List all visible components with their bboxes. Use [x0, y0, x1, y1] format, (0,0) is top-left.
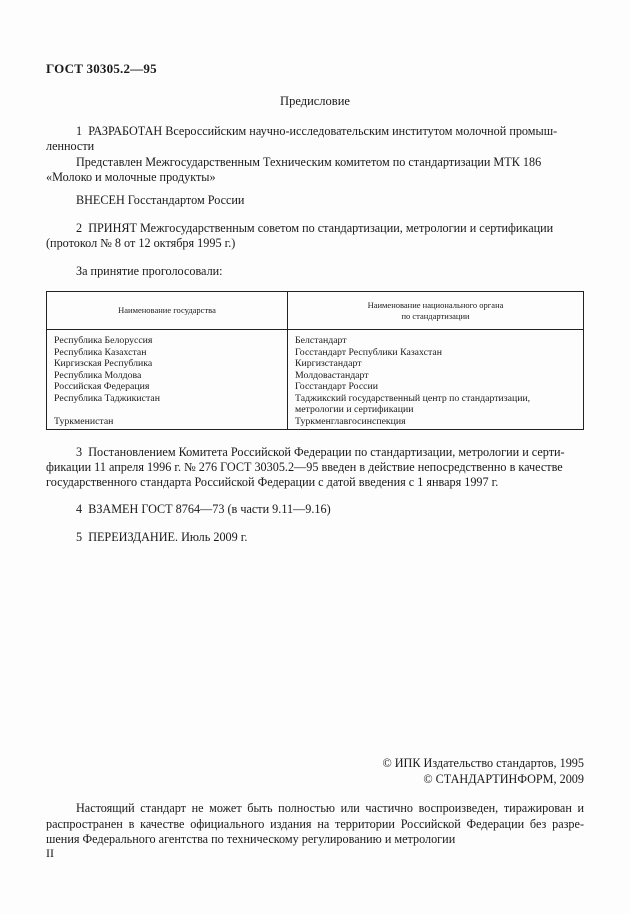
table-row: [47, 370, 584, 382]
state-cell: Киргизская Республика: [47, 358, 288, 370]
item-2-key: ПРИНЯТ: [88, 221, 137, 235]
body-cell: Белстандарт: [288, 330, 584, 347]
item-5-text: Июль 2009 г.: [181, 530, 248, 544]
item-4-number: 4: [76, 502, 83, 516]
col-header-state: Наименование государства: [47, 292, 288, 330]
state-cell: Туркменистан: [47, 416, 288, 430]
item-3-gost: ГОСТ 30305.2—95: [220, 460, 319, 474]
notice-paragraph: [46, 801, 584, 848]
copyright-1: © ИПК Издательство стандартов, 1995: [382, 756, 584, 770]
state-cell: Республика Белоруссия: [47, 330, 288, 347]
item-4-text: ГОСТ 8764—73 (в части 9.11—9.16): [141, 502, 331, 516]
body-cell: Киргизстандарт: [288, 358, 584, 370]
col-header-body-line-2: по стандартизации: [401, 310, 470, 321]
item-3-line-1: [76, 445, 565, 461]
col-header-body-line-1: Наименование национального органа: [367, 299, 504, 310]
notice-line-1: Настоящий стандарт не может быть полностью или частично воспроизведен, тиражирован и: [76, 801, 584, 815]
body-cell-line-2: метрологии и сертификации: [295, 404, 414, 415]
table-header-row: [47, 292, 584, 330]
voted-label: За принятие проголосовали:: [76, 264, 223, 278]
table-row: [47, 330, 584, 347]
introduced-key: ВНЕСЕН: [76, 193, 125, 207]
presented-line-1: Представлен Межгосударственным Техническим комитетом по стандартизации МТК 186: [76, 155, 542, 169]
item-3-line-2: [46, 460, 563, 476]
item-1-line-2: ленности: [46, 139, 95, 153]
state-cell: Республика Казахстан: [47, 347, 288, 359]
col-header-body: [288, 292, 584, 330]
body-cell: Молдовастандарт: [288, 370, 584, 382]
item-2-line-1: [76, 221, 553, 237]
table-row: [47, 381, 584, 393]
introduced-text: Госстандартом России: [127, 193, 245, 207]
item-1-text: Всероссийским научно-исследовательским институтом молочной промыш-: [165, 124, 558, 138]
page-number: II: [46, 846, 54, 860]
states-table: [46, 291, 584, 430]
item-1-number: 1: [76, 124, 83, 138]
item-1-line-1: [76, 124, 557, 140]
state-cell: Республика Молдова: [47, 370, 288, 382]
item-4-key: ВЗАМЕН: [88, 502, 139, 516]
item-3-number: 3: [76, 445, 83, 459]
item-2-text: Межгосударственным советом по стандартизации, метрологии и сертификации: [140, 221, 554, 235]
item-5-number: 5: [76, 530, 83, 544]
item-3-line-3: государственного стандарта Российской Федерации с датой введения с 1 января 1997 г.: [46, 475, 499, 489]
table-row: [47, 358, 584, 370]
body-cell-line-1: Таджикский государственный центр по стандартизации,: [295, 392, 531, 404]
copyright-2: © СТАНДАРТИНФОРМ, 2009: [423, 772, 584, 786]
item-5-key: ПЕРЕИЗДАНИЕ.: [88, 530, 179, 544]
state-cell: Республика Таджикистан: [47, 393, 288, 416]
body-cell: [288, 393, 584, 416]
body-cell: Туркменглавгосинспекция: [288, 416, 584, 430]
notice-line-3: шения Федерального агентства по техническому регулированию и метрологии: [46, 832, 456, 846]
notice-line-2: распространен в качестве официального издания на территории Российской Федерации без разре-: [46, 816, 584, 831]
table-row: [47, 347, 584, 359]
presented-line-2: «Молоко и молочные продукты»: [46, 170, 216, 184]
body-cell: Госстандарт России: [288, 381, 584, 393]
body-cell: Госстандарт Республики Казахстан: [288, 347, 584, 359]
item-3-text: Постановлением Комитета Российской Федерации по стандартизации, метрологии и серти-: [88, 445, 565, 459]
item-2-number: 2: [76, 221, 83, 235]
item-5-line: [76, 530, 247, 546]
item-3-text-b: введен в действие непосредственно в качестве: [321, 460, 563, 474]
item-3-text-a: фикации 11 апреля 1996 г. № 276: [46, 460, 218, 474]
table-row: [47, 416, 584, 430]
item-4-line: [76, 502, 331, 518]
item-2-line-2: (протокол № 8 от 12 октября 1995 г.): [46, 236, 236, 250]
state-cell: Российская Федерация: [47, 381, 288, 393]
item-1-key: РАЗРАБОТАН: [88, 124, 163, 138]
document-header: ГОСТ 30305.2—95: [46, 61, 157, 76]
section-title: Предисловие: [280, 94, 350, 108]
introduced-line: [76, 193, 244, 209]
table-row: [47, 393, 584, 416]
